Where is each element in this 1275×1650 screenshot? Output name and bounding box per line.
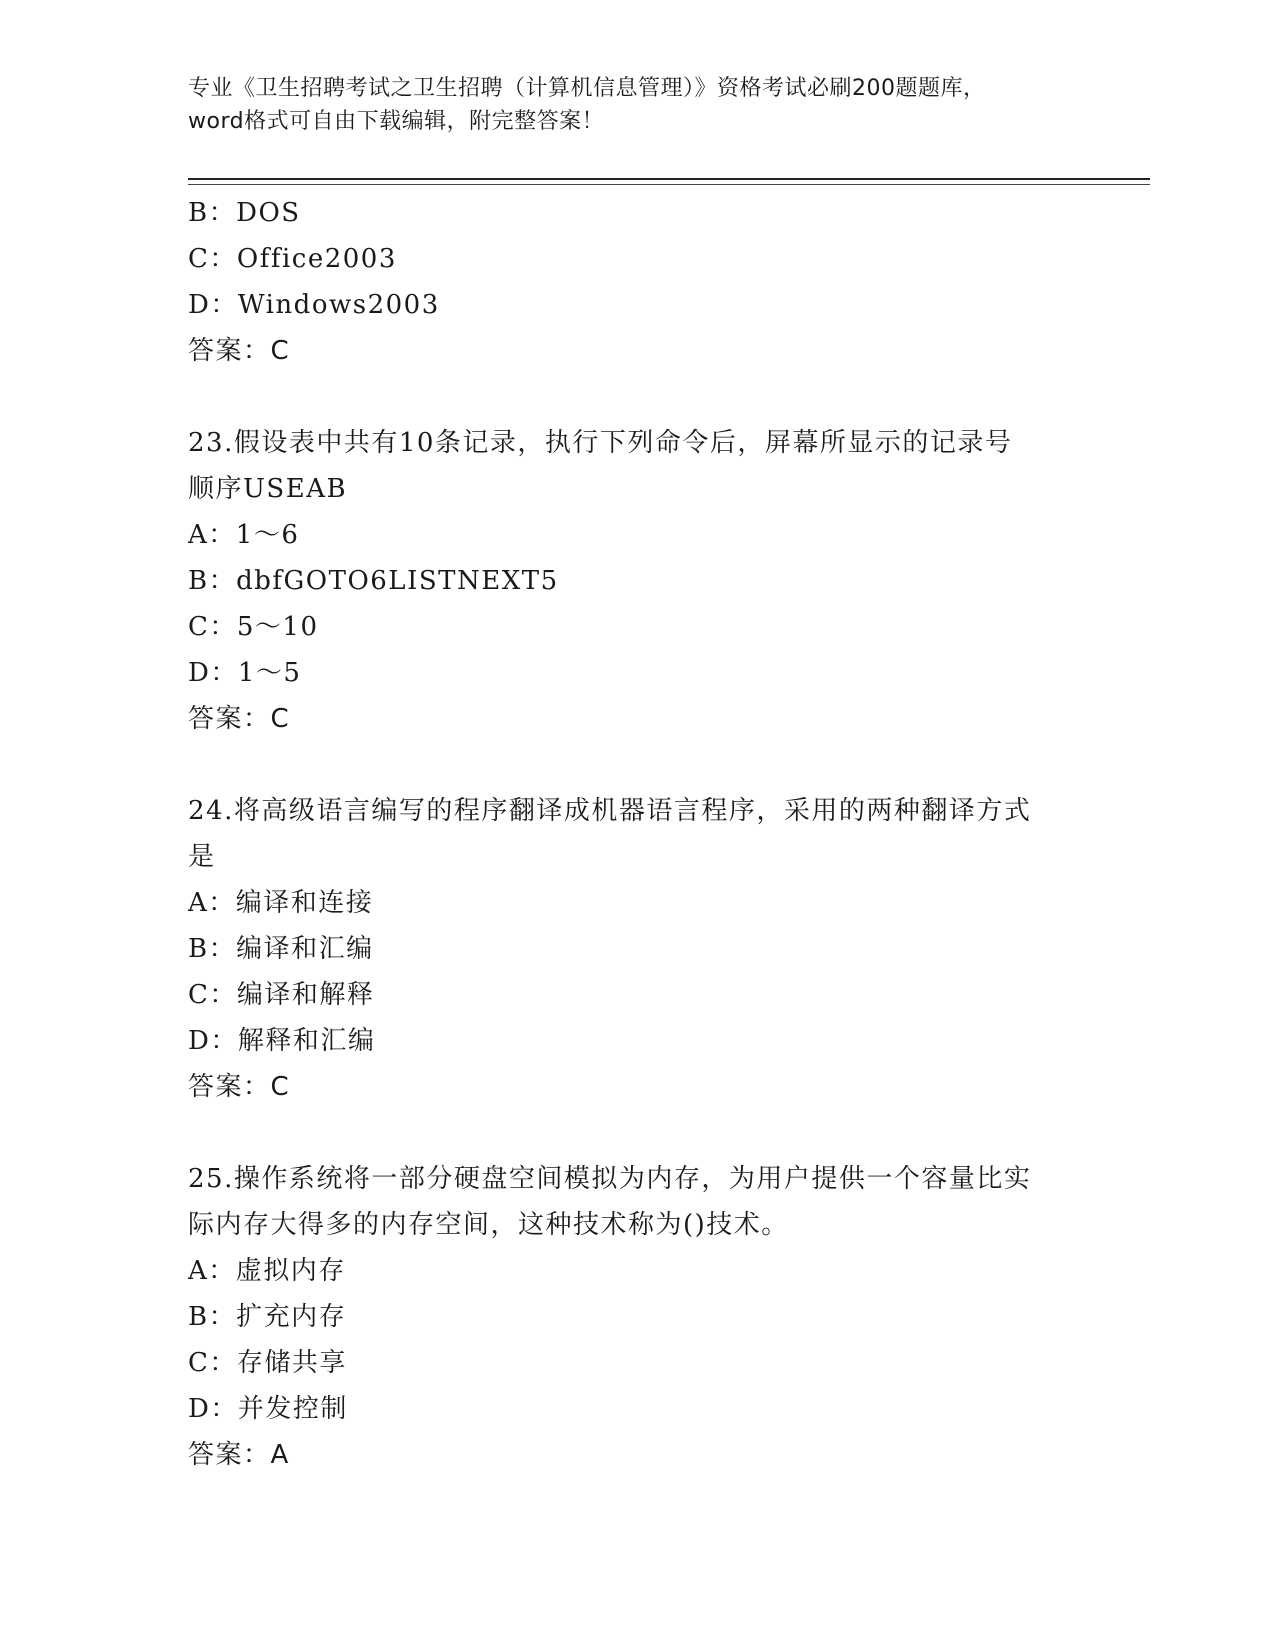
- q25-answer: 答案：A: [188, 1440, 290, 1470]
- q24-option-b: B：编译和汇编: [188, 934, 374, 964]
- header-divider-thick: [188, 178, 1150, 180]
- q22-answer: 答案：C: [188, 336, 291, 366]
- q24-text-line-2: 是: [188, 842, 216, 872]
- header-title-line-1: 专业《卫生招聘考试之卫生招聘（计算机信息管理）》资格考试必刷200题题库，: [188, 76, 986, 101]
- q25-option-a: A：虚拟内存: [188, 1256, 346, 1286]
- q25-option-b: B：扩充内存: [188, 1302, 347, 1332]
- q23-option-c: C：5～10: [188, 612, 319, 642]
- question-24: [188, 788, 1088, 1110]
- q25-option-d: D：并发控制: [188, 1394, 348, 1424]
- q24-text-line-1: 24.将高级语言编写的程序翻译成机器语言程序，采用的两种翻译方式: [188, 796, 1032, 826]
- header-title-line-2: word格式可自由下载编辑，附完整答案！: [188, 109, 605, 134]
- q24-option-d: D：解释和汇编: [188, 1026, 376, 1056]
- document-header: [188, 72, 1088, 138]
- q25-text-line-1: 25.操作系统将一部分硬盘空间模拟为内存，为用户提供一个容量比实: [188, 1164, 1032, 1194]
- q24-answer: 答案：C: [188, 1072, 291, 1102]
- q22-option-d: D：Windows2003: [188, 290, 440, 320]
- question-23: [188, 420, 1088, 742]
- document-body: [188, 190, 1088, 1478]
- q25-option-c: C：存储共享: [188, 1348, 347, 1378]
- q22-option-c: C：Office2003: [188, 244, 397, 274]
- q25-text-line-2: 际内存大得多的内存空间，这种技术称为()技术。: [188, 1210, 789, 1240]
- question-25: [188, 1156, 1088, 1478]
- q24-option-c: C：编译和解释: [188, 980, 375, 1010]
- header-divider-thin: [188, 184, 1150, 185]
- q23-answer: 答案：C: [188, 704, 291, 734]
- question-22-tail: [188, 190, 1088, 374]
- q23-option-b: B：dbfGOTO6LISTNEXT5: [188, 566, 559, 596]
- q23-option-d: D：1～5: [188, 658, 302, 688]
- q22-option-b: B：DOS: [188, 198, 301, 228]
- q23-text-line-2: 顺序USEAB: [188, 474, 348, 504]
- q24-option-a: A：编译和连接: [188, 888, 374, 918]
- q23-option-a: A：1～6: [188, 520, 300, 550]
- q23-text-line-1: 23.假设表中共有10条记录，执行下列命令后，屏幕所显示的记录号: [188, 428, 1013, 458]
